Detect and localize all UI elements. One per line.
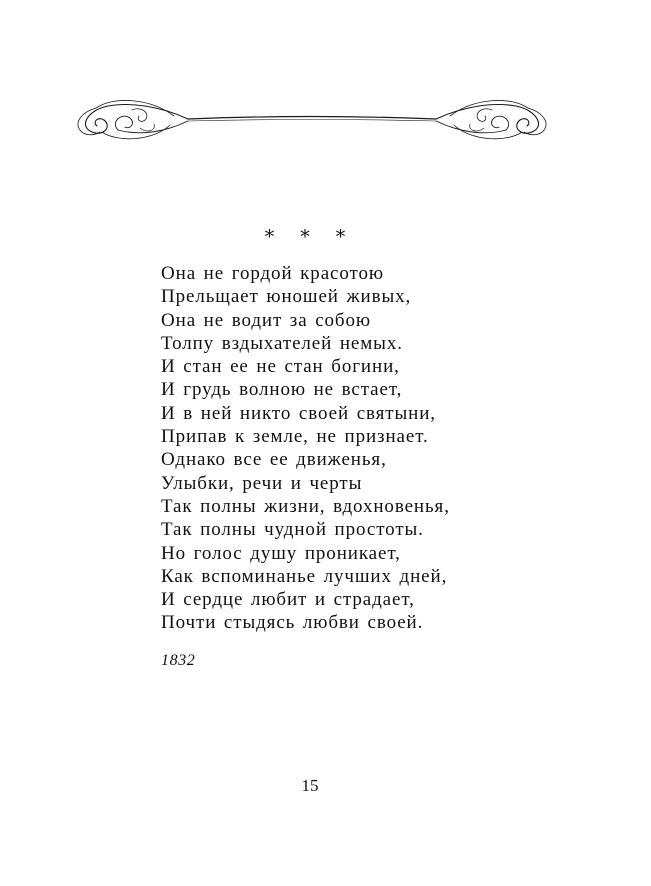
poem-line: Толпу вздыхателей немых.: [161, 332, 403, 354]
poem-line: Улыбки, речи и черты: [161, 472, 363, 494]
flourish-divider-icon: [70, 92, 554, 146]
poem-line: И в ней никто своей святыни,: [161, 402, 436, 424]
page-number: 15: [301, 776, 319, 795]
poem-line: Однако все ее движенья,: [161, 449, 387, 471]
poem-line: Почти стыдясь любви своей.: [161, 612, 424, 634]
poem-line: Но голос душу проникает,: [161, 542, 401, 564]
poem-line: Прельщает юношей живых,: [161, 286, 412, 308]
poem-line: Так полны жизни, вдохновенья,: [161, 495, 450, 517]
poem-line: Она не водит за собою: [161, 309, 371, 331]
poem-line: Припав к земле, не признает.: [161, 426, 429, 448]
poem-text: [161, 262, 450, 635]
poem-line: Как вспоминанье лучших дней,: [161, 565, 448, 587]
poem-date: 1832: [161, 652, 196, 669]
section-separator-stars: * * *: [264, 226, 356, 248]
poem-line: И грудь волною не встает,: [161, 379, 403, 401]
poem-line: Так полны чудной простоты.: [161, 519, 424, 541]
poem-line: Она не гордой красотою: [161, 263, 384, 284]
poem-line: И сердце любит и страдает,: [161, 589, 415, 611]
poem-line: И стан ее не стан богини,: [161, 356, 400, 378]
